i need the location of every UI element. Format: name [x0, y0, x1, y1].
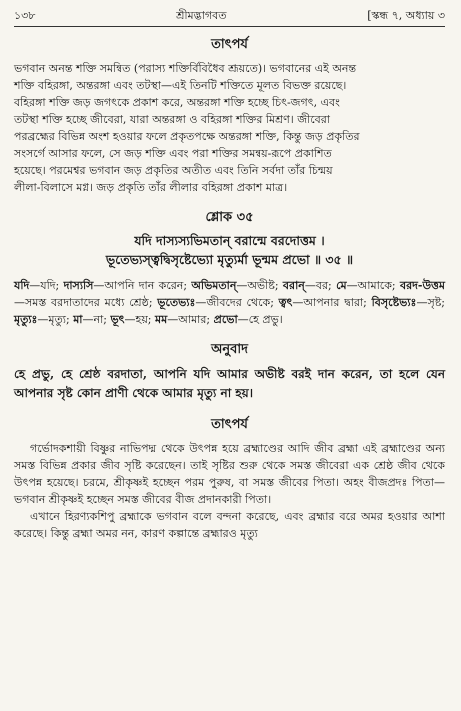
synonym-word: ত্বৎ [278, 296, 293, 309]
purport-line: বহিরঙ্গা শক্তি জড় জগৎকে প্রকাশ করে, অন্তরঙ্গা শক্তি হচ্ছে চিৎ-জগৎ, এবং [14, 96, 340, 109]
synonym-meaning: —জীবদের থেকে; [195, 296, 279, 309]
synonym-meaning: —না; [82, 313, 111, 326]
synonym-meaning: —আপনার দ্বারা; [292, 296, 372, 309]
synonym-meaning: —যদি; [29, 279, 64, 292]
translation-text: হে প্রভু, হে শ্রেষ্ঠ বরদাতা, আপনি যদি আমার অভীষ্ট বরই দান করেন, তা হলে যেন আপনার সৃষ্ট কোন প্রাণী থেকে আমার মৃত্যু না হয়। [14, 367, 445, 400]
purport-line: সংসর্গে আসার ফলে, সে জড় শক্তি এবং পরা শক্তির সমন্বয়-রূপে প্রকাশিত [14, 147, 332, 160]
synonym-meaning: —আপনি দান করেন; [93, 279, 192, 292]
synonym-meaning: —হয়; [124, 313, 156, 326]
synonym-word: মৃত্যুঃ [14, 313, 38, 326]
synonym-word: মা [73, 313, 83, 326]
synonym-meaning: —বর; [304, 279, 337, 292]
synonym-word: প্রভো [213, 313, 238, 326]
purport-title-2: তাৎপর্য [211, 417, 248, 432]
purport-line: লীলা-বিলাসে মগ্ন। জড় প্রকৃতি তাঁর লীলার বহিরঙ্গা প্রকাশ মাত্র। [14, 181, 288, 194]
book-title: শ্রীমদ্ভাগবত [176, 8, 227, 22]
synonym-meaning: —আমাকে; [346, 279, 400, 292]
synonym-meaning: —হে প্রভু। [237, 313, 283, 326]
synonym-meaning: —আমার; [167, 313, 214, 326]
purport-paragraph-3: এখানে হিরণ্যকশিপু ব্রহ্মাকে ভগবান বলে বন্দনা করেছে, এবং ব্রহ্মার বরে অমর হওয়ার আশা করেছে। কিন্তু ব্রহ্মা অমর নন, কারণ কল্পান্তে ব্রহ্মারও মৃত্যু [14, 510, 445, 540]
synonym-word: ভূৎ [110, 313, 125, 326]
page-number: ১৩৮ [14, 8, 36, 22]
synonym-meaning: —অভীষ্ট; [236, 279, 283, 292]
verse-title: শ্লোক ৩৫ [205, 210, 254, 225]
synonym-word: বিসৃষ্টেভ্যঃ [371, 296, 417, 309]
purport-title: তাৎপর্য [211, 37, 248, 52]
translation-title: অনুবাদ [211, 342, 248, 357]
synonym-meaning: —মৃত্যু; [37, 313, 74, 326]
synonym-word: বরদ-উত্তম [399, 279, 446, 292]
synonym-meaning: —সমস্ত বরদাতাদের মধ্যে শ্রেষ্ঠ; [14, 296, 158, 309]
synonyms-block [14, 277, 445, 328]
purport-paragraph-2: গর্ভোদকশায়ী বিষ্ণুর নাভিপদ্ম থেকে উৎপন্ন হয়ে ব্রহ্মাণ্ডের আদি জীব ব্রহ্মা এই ব্রহ্মাণ্ডের অন্য সমস্ত বিভিন্ন প্রকার জীব সৃষ্টি করেছেন। তাই সৃষ্টির শুরু থেকে সমস্ত জীবেরা এক শ্রেষ্ঠ জীব থেকে উৎপন্ন হয়েছে। চরমে, শ্রীকৃষ্ণই হচ্ছেন পরম পুরুষ, বা সমস্ত জীবের পিতা। অহং বীজপ্রদঃ পিতা—ভগবান শ্রীকৃষ্ণই হচ্ছেন সমস্ত জীবের বীজ প্রদানকারী পিতা। [14, 442, 445, 506]
synonym-word: মম [155, 313, 168, 326]
verse-line-2: ভূতেভ্যস্ত্বদ্বিসৃষ্টেভ্যো মৃত্যুর্মা ভূন্মম প্রভো ॥ ৩৫ ॥ [105, 252, 354, 267]
synonym-meaning: —সৃষ্ট; [416, 296, 446, 309]
synonym-word: অভিমতান্ [191, 279, 237, 292]
synonym-word: বরান্ [282, 279, 305, 292]
header-rule [14, 26, 445, 27]
synonym-word: যদি [14, 279, 30, 292]
synonym-word: দাস্যসি [63, 279, 94, 292]
purport-line: হয়েছে। পরমেশ্বর ভগবান জড় প্রকৃতির অতীত এবং তিনি সর্বদা তাঁর চিন্ময় [14, 164, 333, 177]
chapter-reference: [স্কন্ধ ৭, অধ্যায় ৩ [367, 8, 445, 22]
purport-paragraph [14, 60, 445, 196]
purport-line: পরব্রহ্মের বিভিন্ন অংশ হওয়ার ফলে প্রকৃতপক্ষে অন্তরঙ্গা শক্তি, কিন্তু জড় প্রকৃতির [14, 130, 360, 143]
verse-line-1: যদি দাস্যস্যভিমতান্ বরান্মে বরদোত্তম । [134, 233, 325, 248]
purport-line: ভগবান অনন্ত শক্তি সমন্বিত (পরাস্য শক্তির্বিবিধৈব শ্রূয়তে)। ভগবানের এই অনন্ত [14, 62, 357, 75]
purport-line: তটস্থা শক্তি হচ্ছে জীবেরা, যারা অন্তরঙ্গা ও বহিরঙ্গা শক্তির মিশ্রণ। জীবেরা [14, 113, 330, 126]
page-header [14, 8, 445, 24]
synonym-word: মে [336, 279, 347, 292]
synonym-word: ভূতেভ্যঃ [157, 296, 196, 309]
purport-line: শক্তি বহিরঙ্গা, অন্তরঙ্গা এবং তটস্থা—এই তিনটি শক্তিতে মূলত বিভক্ত রয়েছে। [14, 79, 347, 92]
